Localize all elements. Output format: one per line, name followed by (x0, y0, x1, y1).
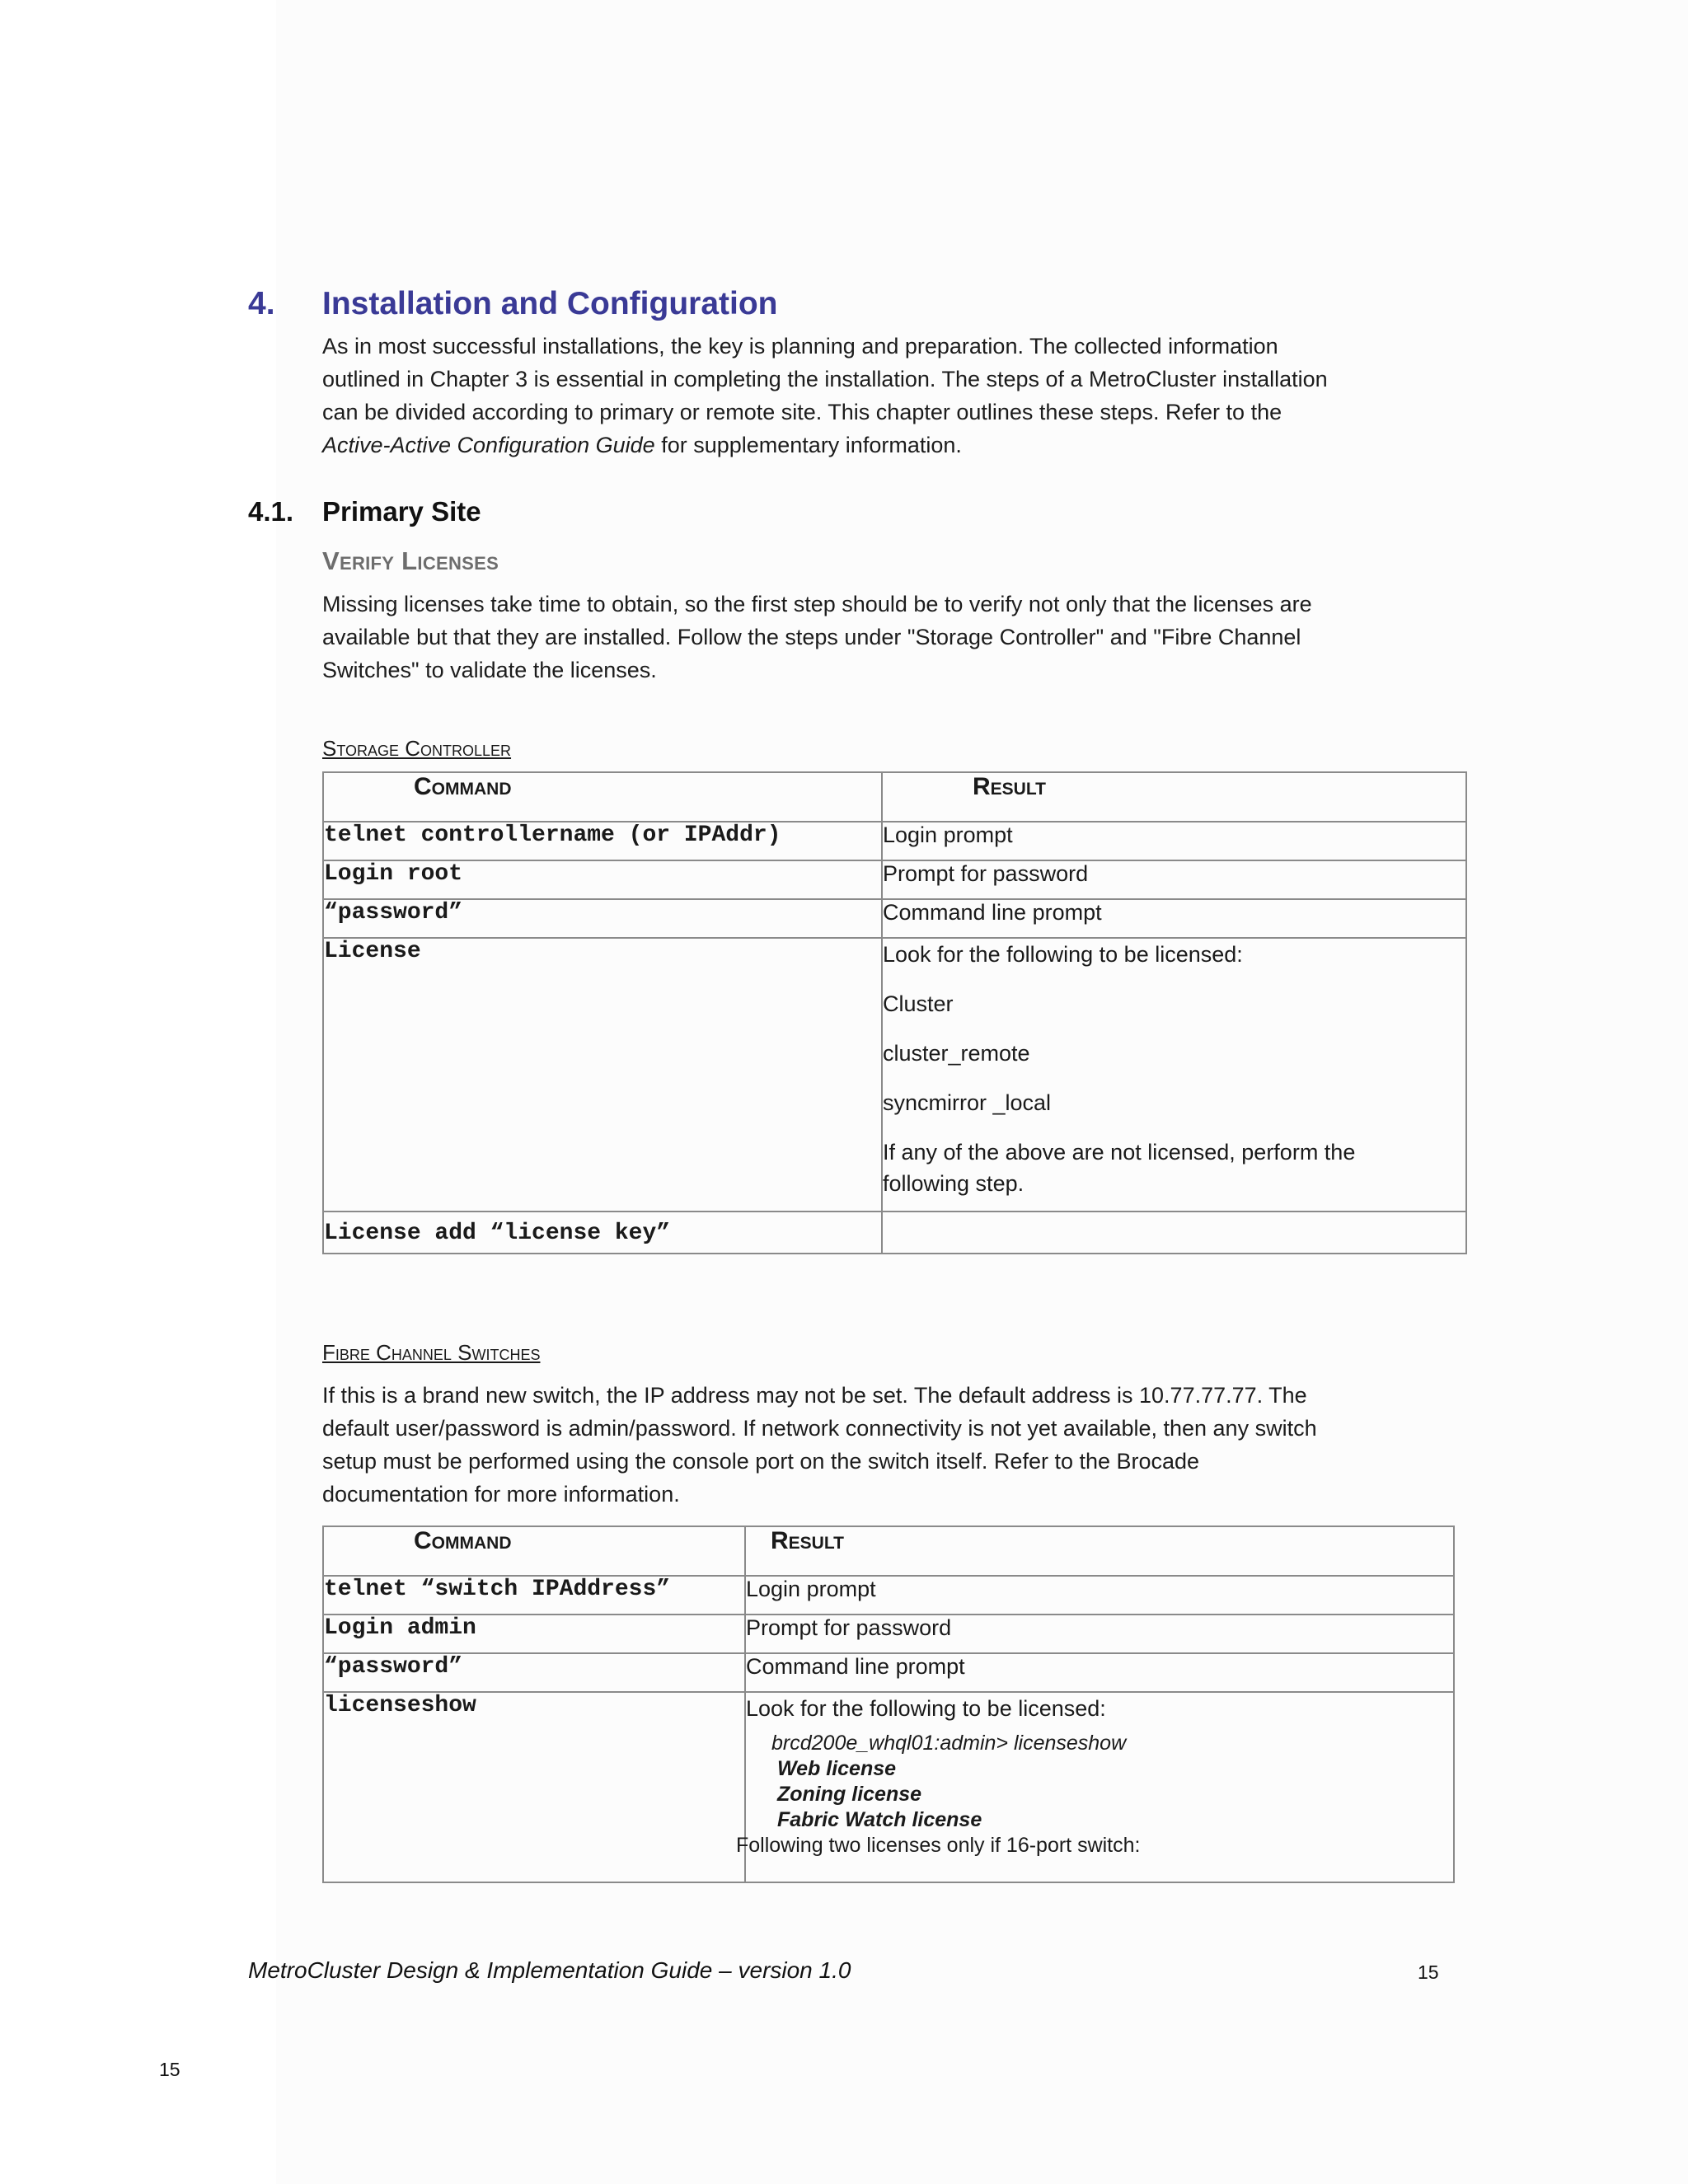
table-row (323, 1692, 1454, 1882)
command-cell: License (323, 938, 882, 1212)
intro-line: outlined in Chapter 3 is essential in completing the installation. The steps of a MetroCluster installation (322, 367, 1328, 391)
command-cell: Login root (323, 860, 882, 899)
fibre-line: setup must be performed using the console port on the switch itself. Refer to the Brocade (322, 1449, 1200, 1474)
verify-paragraph (322, 588, 1312, 687)
command-cell: License add “license key” (323, 1212, 882, 1254)
verify-line: Switches" to validate the licenses. (322, 658, 657, 682)
result-cell: Command line prompt (882, 899, 1466, 938)
column-header-result: Result (882, 772, 1466, 822)
column-header-command: Command (323, 1526, 745, 1576)
command-cell: telnet “switch IPAddress” (323, 1576, 745, 1615)
verify-licenses-heading: Verify Licenses (322, 546, 499, 575)
section-number: 4. (248, 286, 275, 321)
result-note: If any of the above are not licensed, perform the following step. (883, 1140, 1356, 1196)
result-text: Look for the following to be licensed: (883, 942, 1243, 967)
table-row (323, 822, 1466, 860)
verify-line: Missing licenses take time to obtain, so the first step should be to verify not only that the licenses are (322, 592, 1312, 616)
command-cell: telnet controllername (or IPAddr) (323, 822, 882, 860)
intro-paragraph (322, 330, 1328, 462)
license-item: Cluster (883, 991, 954, 1016)
table-row (323, 1576, 1454, 1615)
license-item: Web license (777, 1757, 897, 1780)
fibre-channel-table (322, 1526, 1455, 1883)
intro-line: As in most successful installations, the key is planning and preparation. The collected information (322, 334, 1278, 359)
command-cell: Login admin (323, 1615, 745, 1653)
fibre-line: default user/password is admin/password. If network connectivity is not yet available, then any switch (322, 1416, 1317, 1441)
page-number: 15 (159, 2059, 181, 2080)
storage-controller-table (322, 771, 1467, 1254)
table-row (323, 1615, 1454, 1653)
fibre-line: documentation for more information. (322, 1482, 680, 1507)
cli-prompt: brcd200e_whql01:admin> licenseshow (771, 1732, 1127, 1755)
result-text: Look for the following to be licensed: (746, 1696, 1106, 1721)
subsection-title: Primary Site (322, 496, 481, 527)
column-header-command: Command (323, 772, 882, 822)
storage-controller-heading: Storage Controller (322, 736, 512, 761)
licenseshow-output (746, 1731, 1453, 1833)
result-cell (882, 1212, 1466, 1254)
table-row (323, 1653, 1454, 1692)
command-cell: “password” (323, 899, 882, 938)
result-cell: Login prompt (745, 1576, 1454, 1615)
table-row (323, 860, 1466, 899)
fibre-line: If this is a brand new switch, the IP address may not be set. The default address is 10.77.77.77. The (322, 1383, 1307, 1408)
fibre-channel-paragraph (322, 1379, 1317, 1511)
result-cell: Prompt for password (882, 860, 1466, 899)
footer-page-number: 15 (1418, 1961, 1439, 1983)
table-row (323, 1212, 1466, 1254)
section-title: Installation and Configuration (322, 286, 778, 321)
result-cell: Command line prompt (745, 1653, 1454, 1692)
guide-reference: Active-Active Configuration Guide (322, 433, 655, 457)
table-header-row (323, 1526, 1454, 1576)
license-item: cluster_remote (883, 1041, 1030, 1066)
column-header-result: Result (745, 1526, 1454, 1576)
intro-line: can be divided according to primary or remote site. This chapter outlines these steps. Refer to the (322, 400, 1282, 424)
result-cell: Login prompt (882, 822, 1466, 860)
intro-line-rest: for supplementary information. (654, 433, 962, 457)
command-cell: licenseshow (323, 1692, 745, 1882)
subsection-number: 4.1. (248, 496, 294, 527)
table-row (323, 899, 1466, 938)
verify-line: available but that they are installed. Follow the steps under "Storage Controller" and "Fibre Channel (322, 625, 1301, 649)
license-item: Zoning license (777, 1783, 922, 1806)
license-item: syncmirror _local (883, 1090, 1052, 1115)
table-header-row (323, 772, 1466, 822)
fibre-channel-heading: Fibre Channel Switches (322, 1340, 541, 1365)
license-item: Fabric Watch license (777, 1808, 982, 1831)
footer-title: MetroCluster Design & Implementation Guide – version 1.0 (248, 1957, 851, 1983)
command-cell: “password” (323, 1653, 745, 1692)
result-cell (882, 938, 1466, 1212)
result-cell (736, 1692, 1454, 1882)
intro-line-last (322, 429, 1328, 462)
result-note: Following two licenses only if 16-port switch: (736, 1834, 1141, 1857)
table-row (323, 938, 1466, 1212)
result-cell: Prompt for password (745, 1615, 1454, 1653)
